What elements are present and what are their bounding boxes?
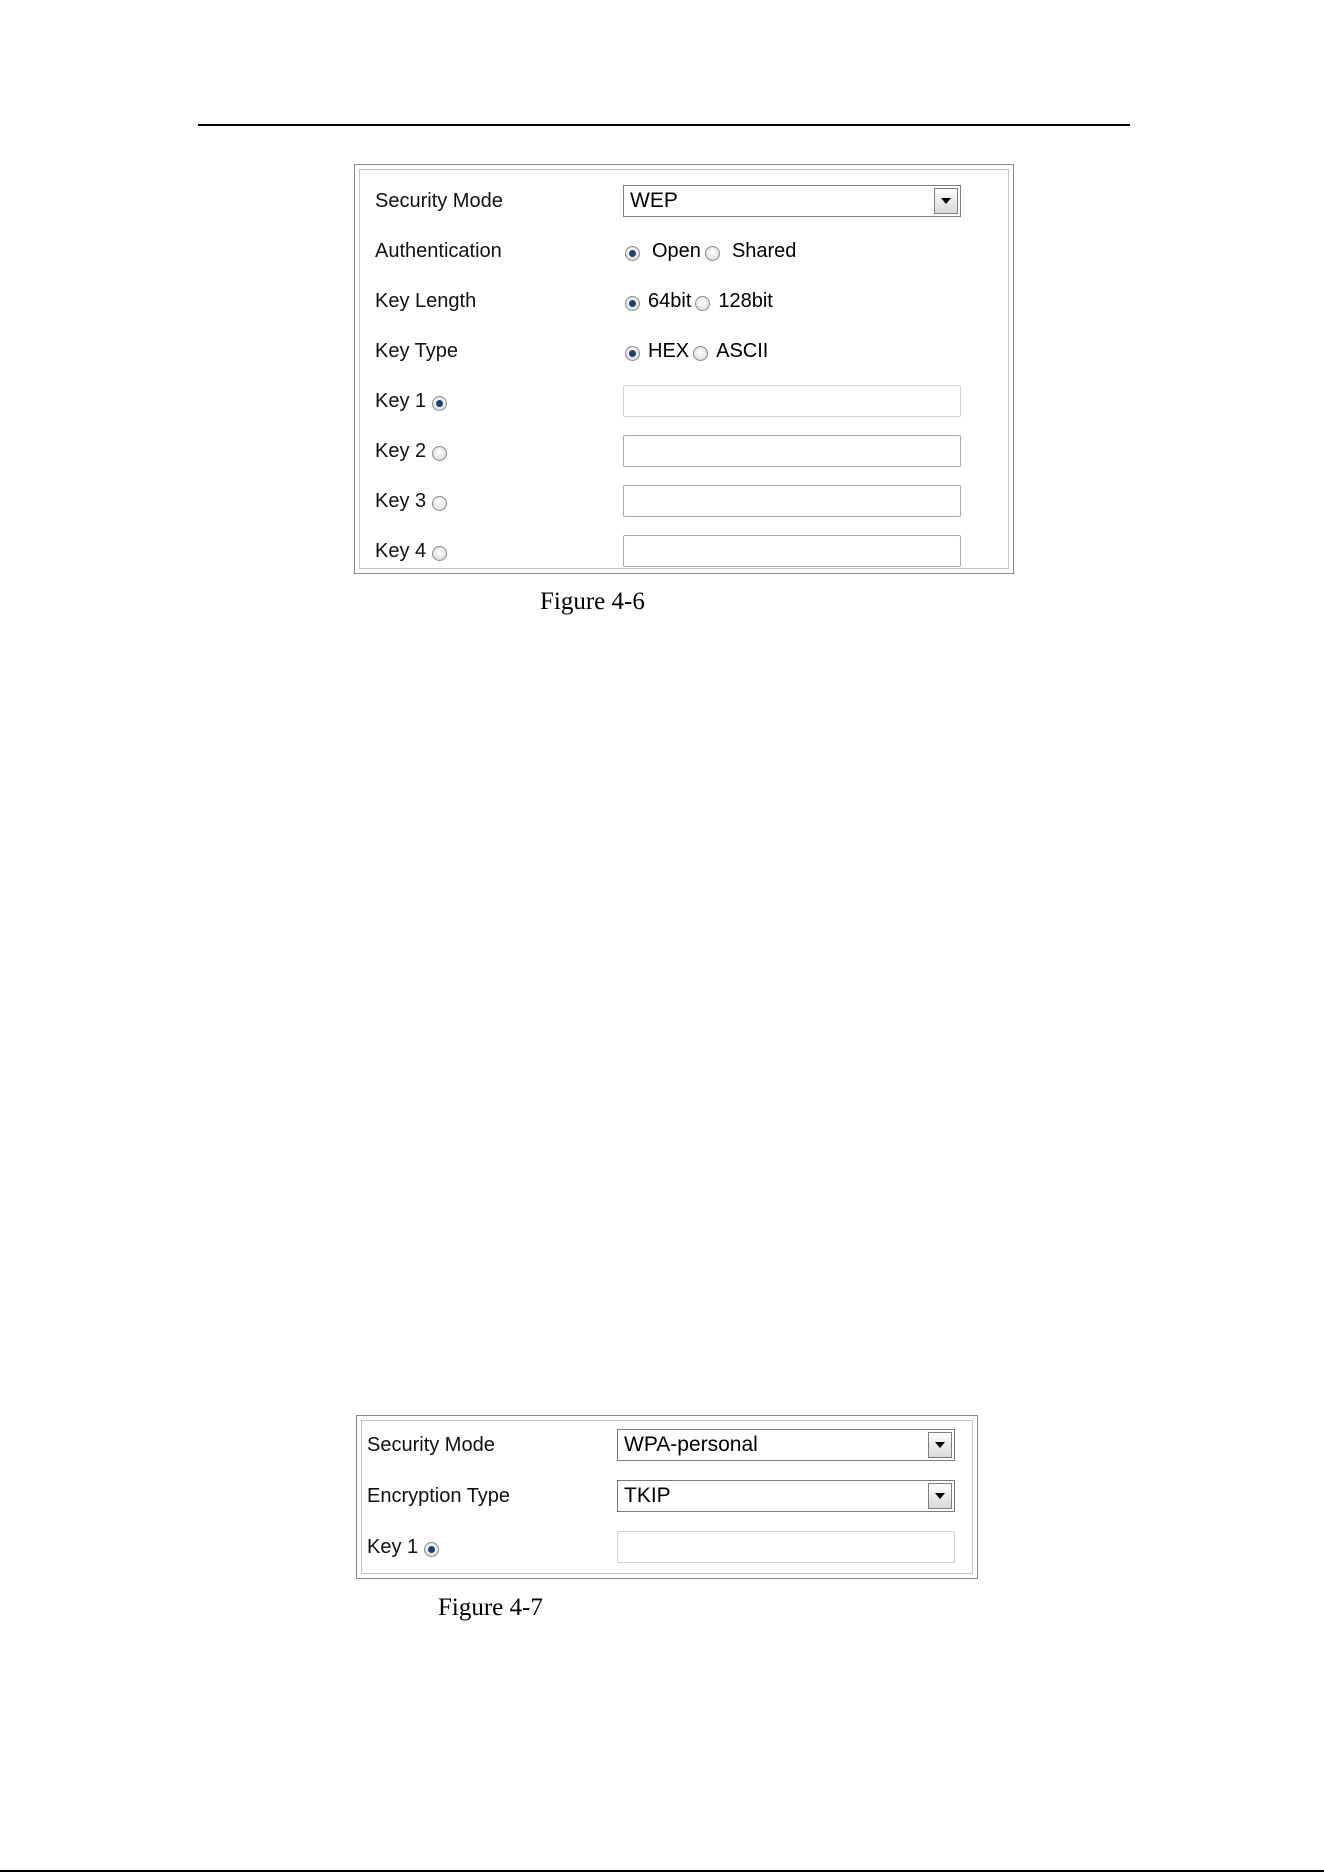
key4-label-row [375,526,447,576]
wpa-security-mode-value: WPA-personal [624,1433,758,1456]
wpa-key1-input[interactable] [617,1531,955,1563]
key4-input[interactable] [623,535,961,567]
chevron-down-icon[interactable] [928,1483,952,1509]
key3-input[interactable] [623,485,961,517]
wep-settings-panel [354,164,1014,574]
radio-unchecked-icon[interactable] [432,446,447,461]
footer-rule [0,1864,1324,1872]
key-type-label: Key Type [375,339,459,362]
auth-option-open: Open [652,239,701,262]
key1-label-row [375,376,447,426]
key1-input[interactable] [623,385,961,417]
key3-label-row [375,476,447,526]
radio-unchecked-icon[interactable] [432,496,447,511]
key-length-option-64bit: 64bit [648,289,692,312]
key-type-option-ascii: ASCII [716,339,769,362]
key1-label: Key 1 [375,389,427,412]
radio-checked-icon[interactable] [432,396,447,411]
wpa-settings-panel [356,1415,978,1579]
figure-4-6-caption: Figure 4-6 [540,588,645,615]
key2-label: Key 2 [375,439,427,462]
key4-label: Key 4 [375,539,427,562]
chevron-down-icon[interactable] [928,1432,952,1458]
wpa-security-mode-label: Security Mode [367,1433,495,1456]
radio-checked-icon[interactable] [424,1542,439,1557]
figure-4-7-caption: Figure 4-7 [438,1594,543,1621]
key2-input[interactable] [623,435,961,467]
encryption-type-select[interactable] [617,1480,955,1512]
security-mode-select[interactable] [623,185,961,217]
wpa-key1-label-row [367,1522,439,1572]
key2-label-row [375,426,447,476]
header-rule [198,124,1130,126]
key3-label: Key 3 [375,489,427,512]
authentication-label: Authentication [375,239,502,262]
security-mode-value: WEP [630,189,678,212]
radio-unchecked-icon[interactable] [705,246,720,261]
wpa-key1-label: Key 1 [367,1535,419,1558]
radio-unchecked-icon[interactable] [695,296,710,311]
encryption-type-label: Encryption Type [367,1484,511,1507]
encryption-type-value: TKIP [624,1484,671,1507]
radio-unchecked-icon[interactable] [432,546,447,561]
wpa-security-mode-select[interactable] [617,1429,955,1461]
security-mode-label: Security Mode [375,189,503,212]
auth-option-shared: Shared [731,239,797,262]
key-length-label: Key Length [375,289,477,312]
key-type-option-hex: HEX [648,339,690,362]
radio-unchecked-icon[interactable] [693,346,708,361]
key-length-option-128bit: 128bit [718,289,773,312]
radio-checked-icon[interactable] [625,246,640,261]
chevron-down-icon[interactable] [934,188,958,214]
radio-checked-icon[interactable] [625,346,640,361]
radio-checked-icon[interactable] [625,296,640,311]
